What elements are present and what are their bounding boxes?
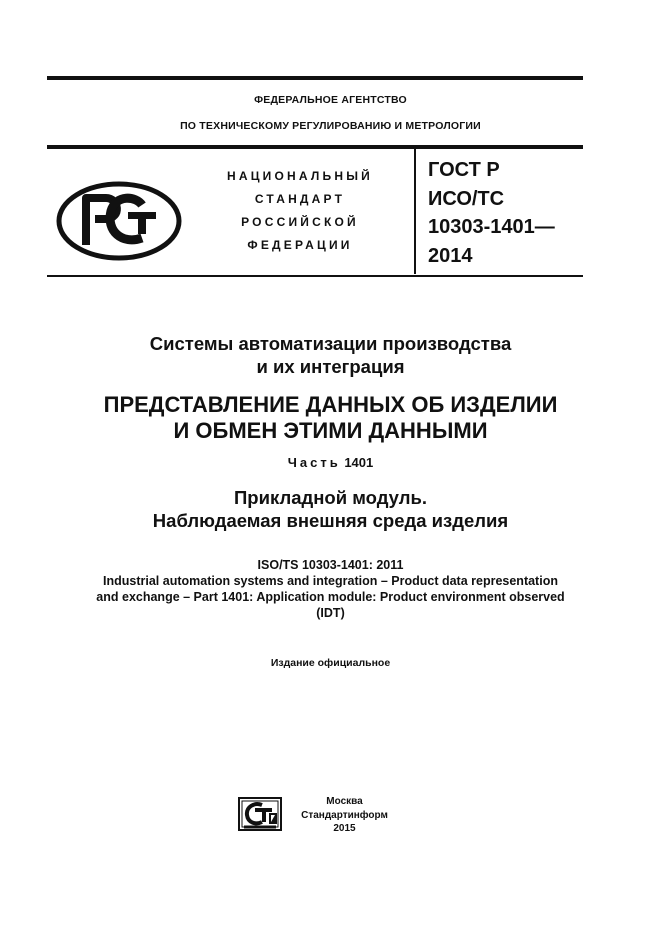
nsrf-line-1: НАЦИОНАЛЬНЫЙ xyxy=(226,169,374,183)
designation-line-1: ГОСТ Р xyxy=(428,159,500,181)
standard-block-bottom-rule xyxy=(47,275,583,277)
standartinform-logo-icon xyxy=(238,797,282,831)
main-title-line-1: ПРЕДСТАВЛЕНИЕ ДАННЫХ ОБ ИЗДЕЛИИ xyxy=(103,392,558,417)
main-title-line-2: И ОБМЕН ЭТИМИ ДАННЫМИ xyxy=(173,418,488,443)
series-title-line-2: и их интеграция xyxy=(256,356,405,377)
subtitle-line-2: Наблюдаемая внешняя среда изделия xyxy=(152,510,509,531)
part-word: Часть xyxy=(287,455,341,470)
agency-bottom-rule xyxy=(47,145,583,149)
top-rule xyxy=(47,76,583,80)
designation-line-3: 10303-1401— xyxy=(428,216,555,238)
agency-line-2: ПО ТЕХНИЧЕСКОМУ РЕГУЛИРОВАНИЮ И МЕТРОЛОГИИ xyxy=(180,120,481,132)
publisher-year: 2015 xyxy=(333,823,356,834)
publisher-city: Москва xyxy=(326,796,363,807)
series-title-line-1: Системы автоматизации производства xyxy=(149,333,512,354)
rst-certification-mark-icon xyxy=(56,181,182,261)
subtitle-line-1: Прикладной модуль. xyxy=(233,487,427,508)
agency-line-1: ФЕДЕРАЛЬНОЕ АГЕНТСТВО xyxy=(254,94,407,106)
publisher-block xyxy=(292,795,397,836)
iso-title-line-1: Industrial automation systems and integration – Product data representation xyxy=(103,574,558,588)
block-divider xyxy=(414,148,416,274)
publisher-name: Стандартинформ xyxy=(301,809,388,821)
iso-title-line-3: (IDT) xyxy=(316,606,345,620)
standard-designation xyxy=(428,156,555,270)
part-label xyxy=(0,455,661,470)
part-number: 1401 xyxy=(344,455,374,470)
edition-label: Издание официальное xyxy=(270,657,391,669)
iso-reference: ISO/TS 10303-1401: 2011 xyxy=(257,558,404,572)
designation-line-4: 2014 xyxy=(428,244,473,267)
nsrf-line-4: ФЕДЕРАЦИИ xyxy=(247,238,353,252)
nsrf-line-2: СТАНДАРТ xyxy=(254,192,346,206)
national-standard-label xyxy=(205,165,395,257)
designation-line-2: ИСО/ТС xyxy=(428,187,505,210)
iso-title-line-2: and exchange – Part 1401: Application module: Product environment observed xyxy=(96,590,565,604)
nsrf-line-3: РОССИЙСКОЙ xyxy=(241,215,359,229)
